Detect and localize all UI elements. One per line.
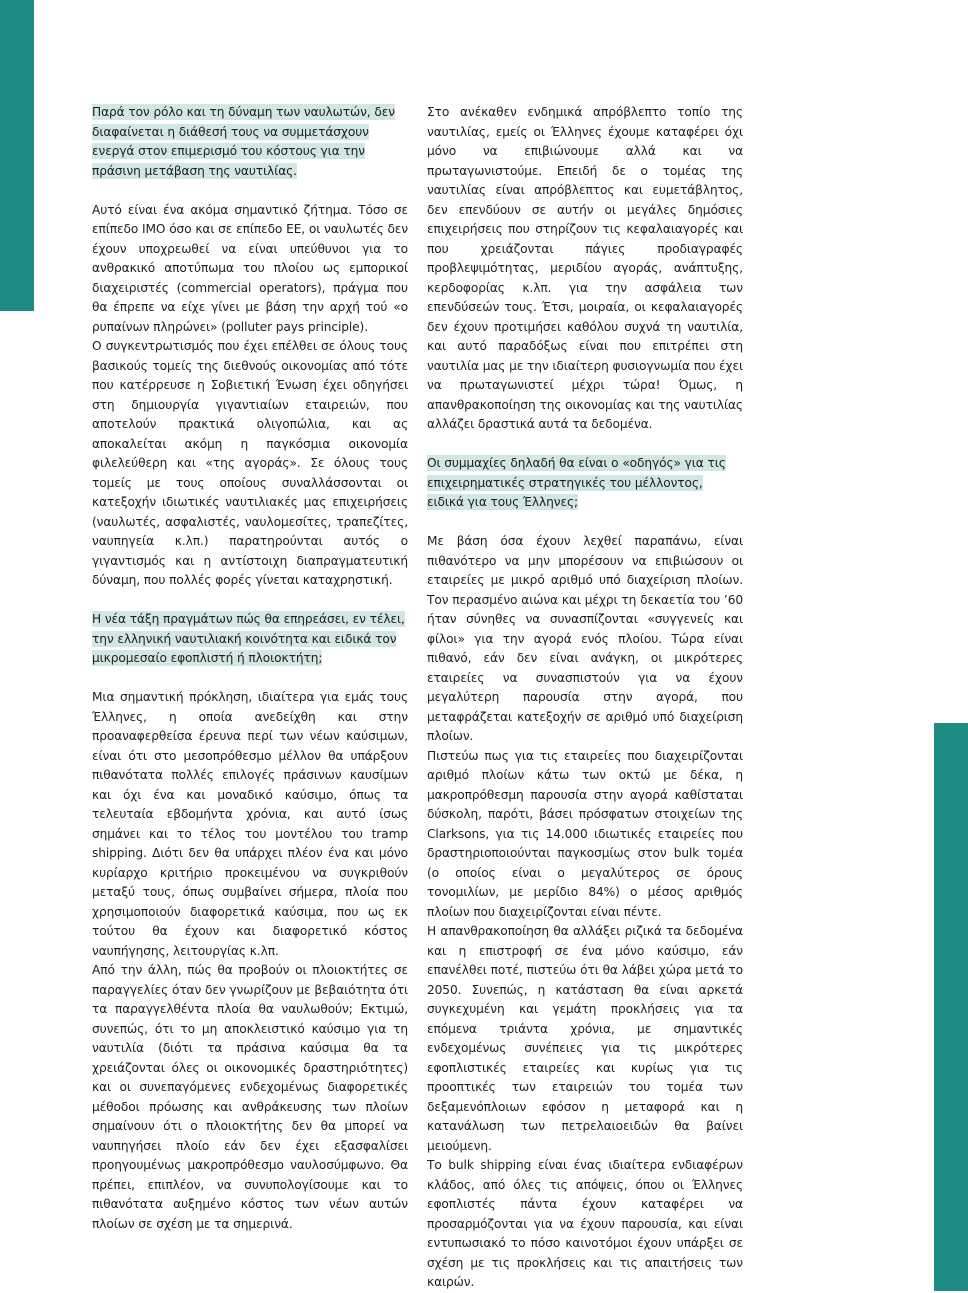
paragraph: Στο ανέκαθεν ενδημικά απρόβλεπτο τοπίο της ναυτιλίας, εμείς οι Έλληνες έχουμε καταφέρει όχι μόνο να επιβιώνουμε αλλά και να πρωταγωνιστούμε. Επειδή δε ο τομέας της ναυτιλίας είναι απρόβλεπτος και ευμετάβλητος, δεν επενδύουν σε αυτήν οι μεγάλες δημόσιες επιχειρήσεις που στηρίζουν τις κεφαλαιαγορές και που χρειάζονται πάγιες προδιαγραφές προβλεψιμότητας, μεριδίου αγοράς, ανάπτυξης, κερδοφορίας κ.λπ. για την ασφάλεια των επενδύσεών τους. Έτσι, μοιραία, οι κεφαλαιαγορές δεν έχουν προτιμήσει καθόλου συχνά τη ναυτιλία, και αυτό παραδόξως είναι που επιτρέπει στη ναυτιλία μας με την ιδιαίτερη φυσιογνωμία που έχει να πρωταγωνιστεί μέχρι τώρα! Όμως, η απανθρακοποίηση της οικονομίας και της ναυτιλίας αλλάζει δραστικά αυτά τα δεδομένα. [427,105,743,431]
paragraph: Μια σημαντική πρόκληση, ιδιαίτερα για εμάς τους Έλληνες, η οποία ανεδείχθη και στην προαναφερθείσα έρευνα περί των νέων καύσιμων, είναι ότι στο μεσοπρόθεσμο μέλλον θα υπάρξουν πιθανότατα πολλές επιλογές πράσινων καυσίμων και όχι ένα και μοναδικό καύσιμο, όπως τα τελευταία εβδομήντα χρόνια, και αυτό ίσως σημάνει και το τέλος του μοντέλου του tramp shipping. Διότι δεν θα υπάρχει πλέον ένα και μόνο κυρίαρχο κριτήριο προκειμένου να συγκριθούν μεταξύ τους, όπως συμβαίνει σήμερα, πλοία που χρησιμοποιούν διαφορετικά καύσιμα, που ως εκ τούτου θα έχουν και διαφορετικό κόστος ναυπήγησης, λειτουργίας κ.λπ. [92,690,408,958]
paragraph: Αυτό είναι ένα ακόμα σημαντικό ζήτημα. Τόσο σε επίπεδο IMO όσο και σε επίπεδο ΕΕ, οι ναυλωτές δεν έχουν υποχρεωθεί να είναι υπεύθυνοι για το ανθρακικό αποτύπωμα του πλοίου ως εμπορικοί διαχειριστές (commercial operators), πράγμα που θα έπρεπε να είχε γίνει με βάση την αρχή τού «ο ρυπαίνων πληρώνει» (polluter pays principle). [92,202,408,334]
left-column [92,103,408,1234]
highlight-text: Παρά τον ρόλο και τη δύναμη των ναυλωτών, δεν διαφαίνεται η διάθεσή τους να συμμετάσχουν ενεργά στον επιμερισμό του κόστους για την πράσινη μετάβαση της ναυτιλίας. [92,105,395,178]
right-column [427,103,743,1293]
highlighted-question [92,103,408,181]
accent-bar-left [0,0,34,311]
highlight-text: Οι συμμαχίες δηλαδή θα είναι ο «οδηγός» για τις επιχειρηματικές στρατηγικές του μέλλοντος, ειδικά για τους Έλληνες; [427,456,726,509]
highlighted-question [427,454,743,513]
paragraph: Πιστεύω πως για τις εταιρείες που διαχειρίζονται αριθμό πλοίων κάτω των οκτώ με δέκα, η μακροπρόθεσμη παρουσία στην αγορά καθίσταται δύσκολη, παρότι, βάσει πρόσφατων στοιχείων της Clarksons, για τις 14.000 ιδιωτικές εταιρείες που δραστηριοποιούνται παγκοσμίως στον bulk τομέα (ο οποίος είναι ο μεγαλύτερος σε όρους τονομιλίων, με μερίδιο 84%) ο μέσος αριθμός πλοίων που διαχειρίζονται είναι πέντε. [427,748,743,919]
paragraph: Η απανθρακοποίηση θα αλλάξει ριζικά τα δεδομένα και η επιστροφή σε ένα μόνο καύσιμο, εάν επανέλθει ποτέ, πιστεύω ότι θα λάβει χώρα μετά το 2050. Συνεπώς, η κατάσταση θα είναι αρκετά συγκεχυμένη και γεμάτη προκλήσεις για τα επόμενα τριάντα χρόνια, με σημαντικές ενδεχομένως συνέπειες για τις μικρότερες εφοπλιστικές εταιρείες και κυρίως για τις προοπτικές των εταιρειών του τομέα των δεξαμενόπλοιων εφόσον η μεταφορά και η κατανάλωση των πετρελαιοειδών θα βαίνει μειούμενη. [427,924,743,1153]
paragraph: Από την άλλη, πώς θα προβούν οι πλοιοκτήτες σε παραγγελίες όταν δεν γνωρίζουν με βεβαιότητα ότι τα παραγγελθέντα πλοία θα ναυλωθούν; Εκτιμώ, συνεπώς, ότι το μη αποκλειστικό καύσιμο για τη ναυτιλία (διότι τα πράσινα καύσιμα θα τα χρειάζονται όλες οι οικονομικές δραστηριότητες) και οι συνεπαγόμενες ενδεχομένως διαφορετικές μέθοδοι πρόωσης και ανθράκευσης των πλοίων σημαίνουν ότι ο πλοιοκτήτης δεν θα μπορεί να ναυπηγήσει πλοίο εάν δεν έχει εξασφαλίσει προηγουμένως μακροπρόθεσμο ναυλοσύμφωνο. Θα πρέπει, επιπλέον, να συνυπολογίσουμε και το πιθανότατα αυξημένο κόστος των νέων αυτών πλοίων σε σχέση με τα σημερινά. [92,963,408,1231]
highlighted-question [92,610,408,669]
highlight-text: Η νέα τάξη πραγμάτων πώς θα επηρεάσει, εν τέλει, την ελληνική ναυτιλιακή κοινότητα και ειδικά τον μικρομεσαίο εφοπλιστή ή πλοιοκτήτη; [92,612,405,665]
paragraph: Με βάση όσα έχουν λεχθεί παραπάνω, είναι πιθανότερο να μην μπορέσουν να επιβιώσουν οι εταιρείες με μικρό αριθμό υπό διαχείριση πλοίων. Τον περασμένο αιώνα και μέχρι τη δεκαετία του ’60 ήταν σύνηθες να συνασπίζονται «συγγενείς και φίλοι» για την αγορά ενός πλοίου. Τώρα είναι πιθανό, εάν δεν είναι ανάγκη, οι μικρότερες εταιρείες να συνασπιστούν για να έχουν μεγαλύτερη παρουσία στην αγορά, που μεταφράζεται κατεξοχήν σε αριθμό υπό διαχείριση πλοίων. [427,534,743,743]
paragraph: Το bulk shipping είναι ένας ιδιαίτερα ενδιαφέρων κλάδος, από όλες τις απόψεις, όπου οι Έλληνες εφοπλιστές πάντα έχουν καταφέρει να προσαρμόζονται για να έχουν παρουσία, και είναι εντυπωσιακό το πόσο καινοτόμοι έχουν υπάρξει σε σχέση με τις προκλήσεις και τις απαιτήσεις των καιρών. [427,1158,743,1289]
accent-bar-right [934,723,968,1291]
paragraph: Ο συγκεντρωτισμός που έχει επέλθει σε όλους τους βασικούς τομείς της διεθνούς οικονομίας από τότε που κατέρρευσε η Σοβιετική Ένωση έχει οδηγήσει στη δημιουργία γιγαντιαίων εταιρειών, που αποτελούν πρακτικά ολιγοπώλια, και ας αποκαλείται ακόμη η παγκόσμια οικονομία φιλελεύθερη και «της αγοράς». Σε όλους τους τομείς με τους οποίους συναλλάσσονται οι κατεξοχήν ιδιωτικές ναυτιλιακές μας επιχειρήσεις (ναυλωτές, ασφαλιστές, ναυλομεσίτες, τραπεζίτες, ναυπηγεία κ.λπ.) παρατηρούνται αυτός ο γιγαντισμός και η αντίστοιχη διαπραγματευτική δύναμη, που πολλές φορές γίνεται καταχρηστική. [92,339,408,587]
